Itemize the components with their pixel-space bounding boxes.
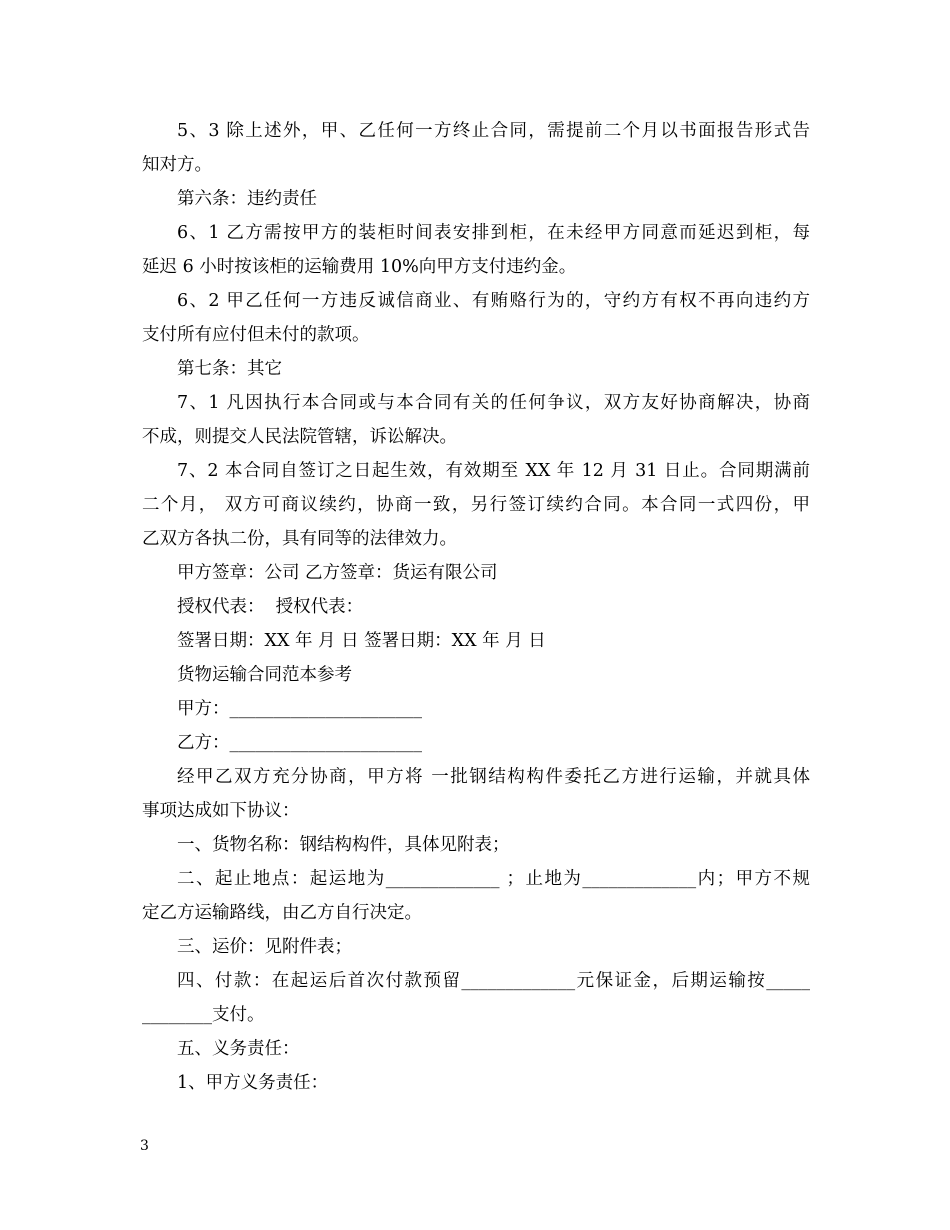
text-line: 二、起止地点：起运地为_____________ ；止地为_____________内；甲方不规 <box>177 869 810 889</box>
text-line: 甲方：______________________ <box>177 699 422 719</box>
text-line: 乙方：______________________ <box>177 733 422 753</box>
text-line: 甲方签章：公司 乙方签章：货运有限公司 <box>177 563 498 583</box>
text-line: 第六条：违约责任 <box>177 189 317 209</box>
text-line: 不成，则提交人民法院管辖，诉讼解决。 <box>142 427 457 447</box>
text-line: 乙双方各执二份，具有同等的法律效力。 <box>142 529 457 549</box>
text-line: 授权代表： 授权代表： <box>177 597 364 617</box>
text-line: 货物运输合同范本参考 <box>177 665 352 685</box>
text-line: 三、运价：见附件表； <box>177 937 352 957</box>
text-line: 签署日期：XX 年 月 日 签署日期：XX 年 月 日 <box>177 631 546 651</box>
text-line: 支付所有应付但未付的款项。 <box>142 325 370 345</box>
text-line: 一、货物名称：钢结构构件，具体见附表； <box>177 835 510 855</box>
text-line: 7、2 本合同自签订之日起生效，有效期至 XX 年 12 月 31 日止。合同期满前 <box>177 461 810 481</box>
text-line: 第七条：其它 <box>177 359 282 379</box>
text-line: 经甲乙双方充分协商，甲方将 一批钢结构构件委托乙方进行运输，并就具体 <box>177 767 810 787</box>
text-line: 6、2 甲乙任何一方违反诚信商业、有贿赂行为的，守约方有权不再向违约方 <box>177 291 810 311</box>
text-line: 二个月， 双方可商议续约，协商一致，另行签订续约合同。本合同一式四份，甲 <box>142 495 810 515</box>
text-line: 知对方。 <box>142 155 212 175</box>
text-line: 四、付款：在起运后首次付款预留_____________元保证金，后期运输按_____ <box>177 971 810 991</box>
text-line: 1、甲方义务责任： <box>177 1073 329 1093</box>
text-line: 7、1 凡因执行本合同或与本合同有关的任何争议，双方友好协商解决，协商 <box>177 393 810 413</box>
document-page <box>142 114 810 1100</box>
text-line: 6、1 乙方需按甲方的装柜时间表安排到柜，在未经甲方同意而延迟到柜，每 <box>177 223 810 243</box>
text-line: 延迟 6 小时按该柜的运输费用 10%向甲方支付违约金。 <box>142 257 577 277</box>
text-line: ________支付。 <box>142 1005 265 1025</box>
page-number: 3 <box>140 1138 149 1154</box>
text-line: 五、义务责任： <box>177 1039 300 1059</box>
text-line: 事项达成如下协议： <box>142 801 300 821</box>
text-line: 定乙方运输路线，由乙方自行决定。 <box>142 903 422 923</box>
text-line: 5、3 除上述外，甲、乙任何一方终止合同，需提前二个月以书面报告形式告 <box>177 121 810 141</box>
